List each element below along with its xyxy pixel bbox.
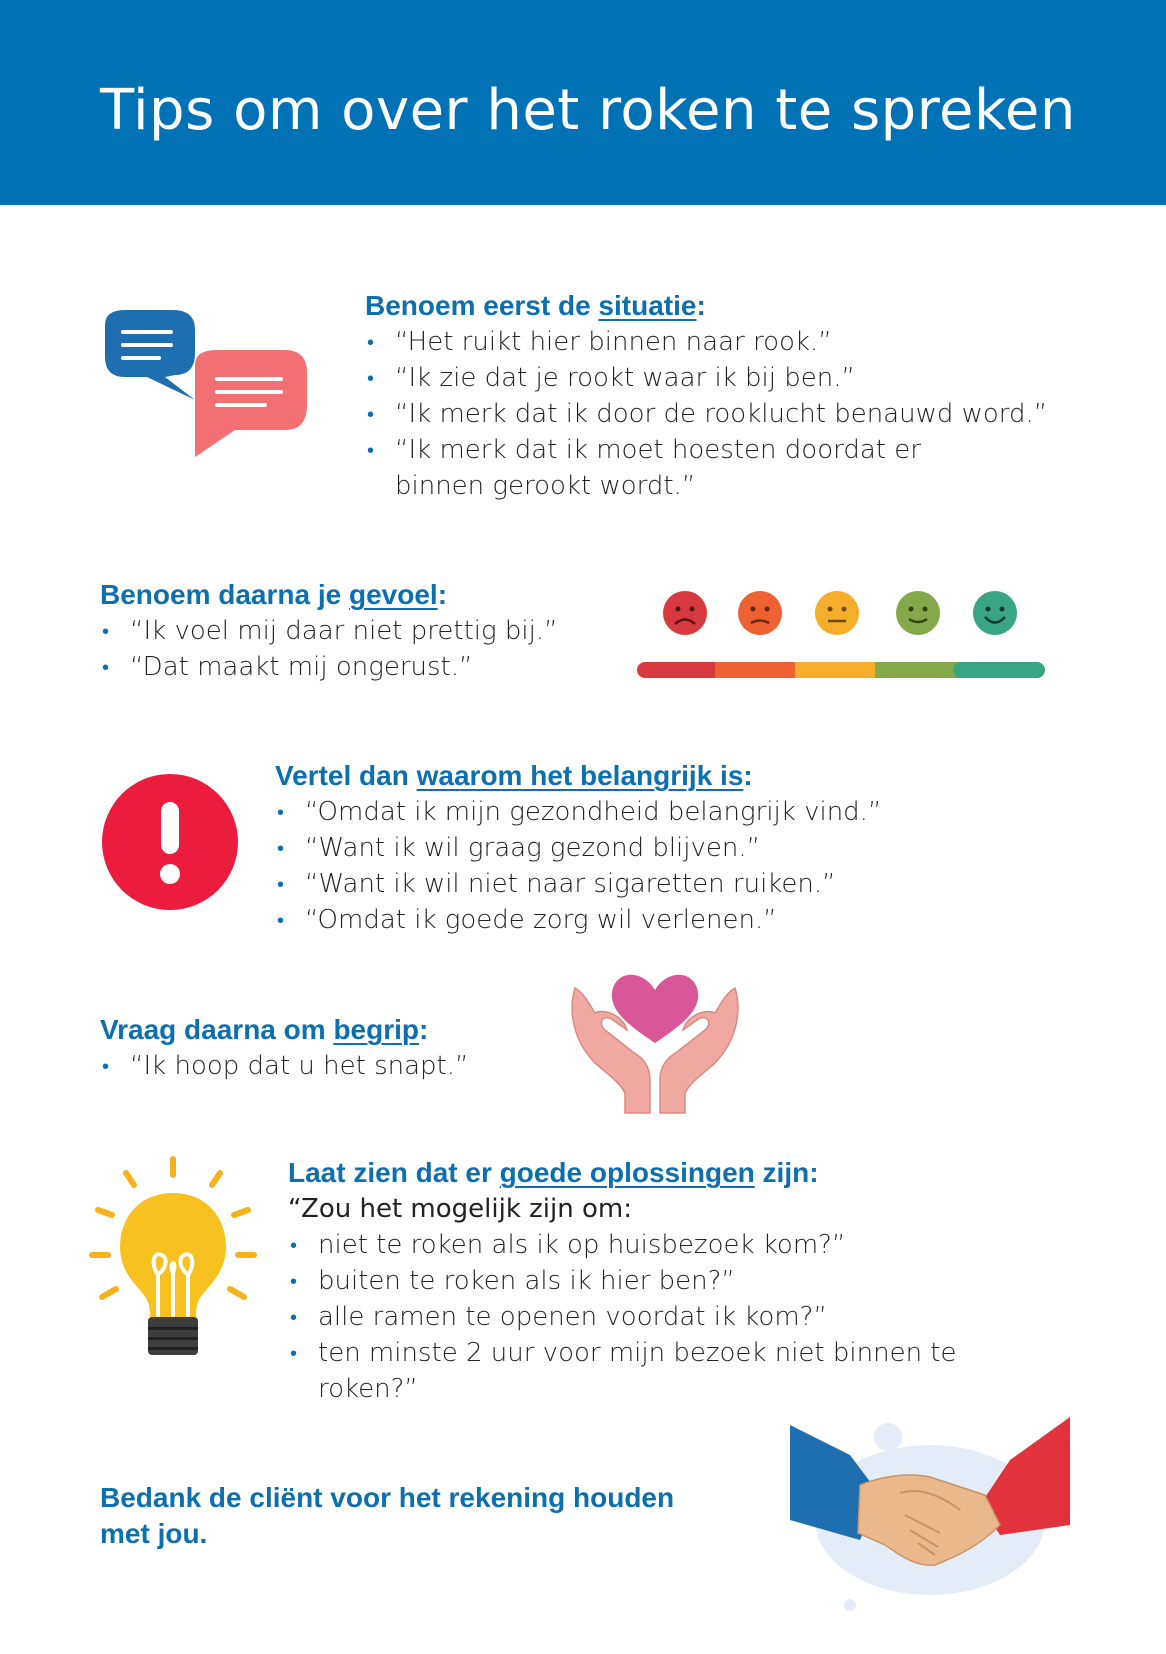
section-reason — [275, 758, 995, 938]
mood-scale-icon — [635, 585, 1055, 685]
bullet-list — [288, 1227, 1008, 1407]
bullet-list — [365, 324, 1085, 504]
list-item: • “Het ruikt hier binnen naar rook.” — [365, 324, 1085, 360]
solutions-intro: “Zou het mogelijk zijn om: — [288, 1194, 632, 1224]
section-heading: Vertel dan waarom het belangrijk is: — [275, 760, 753, 791]
section-heading: Laat zien dat er goede oplossingen zijn: — [288, 1157, 819, 1188]
list-item: • “Omdat ik mijn gezondheid belangrijk vind.” — [275, 794, 995, 830]
closing-text: Bedank de cliënt voor het rekening houden met jou. — [100, 1482, 675, 1549]
list-item: • niet te roken als ik op huisbezoek kom?” — [288, 1227, 1008, 1263]
bullet-list — [100, 1048, 560, 1084]
list-item: • “Dat maakt mij ongerust.” — [100, 649, 620, 685]
list-item: • “Want ik wil graag gezond blijven.” — [275, 830, 995, 866]
list-item: • “Ik merk dat ik door de rooklucht benauwd word.” — [365, 396, 1085, 432]
list-item: • “Ik zie dat je rookt waar ik bij ben.” — [365, 360, 1085, 396]
list-item: • “Want ik wil niet naar sigaretten ruiken.” — [275, 866, 995, 902]
list-item: • ten minste 2 uur voor mijn bezoek niet binnen te roken?” — [288, 1335, 968, 1407]
sad-face-icon — [738, 591, 782, 635]
very-happy-face-icon — [973, 591, 1017, 635]
section-closing — [100, 1480, 720, 1552]
section-heading: Benoem daarna je gevoel: — [100, 579, 448, 610]
neutral-face-icon — [815, 591, 859, 635]
section-heading: Vraag daarna om begrip: — [100, 1014, 429, 1045]
heart-hands-icon — [565, 968, 745, 1118]
section-understanding — [100, 1012, 560, 1084]
heading-keyword: waarom het belangrijk is — [416, 760, 744, 791]
exclamation-icon — [100, 772, 240, 912]
list-item: • buiten te roken als ik hier ben?” — [288, 1263, 1008, 1299]
section-solutions — [288, 1155, 1008, 1407]
heading-keyword: situatie — [598, 290, 697, 321]
heading-keyword: gevoel — [348, 579, 438, 610]
list-item: • “Ik voel mij daar niet prettig bij.” — [100, 613, 620, 649]
list-item: • “Omdat ik goede zorg wil verlenen.” — [275, 902, 995, 938]
page-header — [0, 0, 1166, 205]
section-heading: Benoem eerst de situatie: — [365, 290, 706, 321]
happy-face-icon — [896, 591, 940, 635]
lightbulb-icon — [88, 1155, 258, 1360]
section-feeling — [100, 577, 620, 685]
list-item: • “Ik hoop dat u het snapt.” — [100, 1048, 560, 1084]
speech-bubbles-icon — [95, 305, 315, 465]
bullet-list — [275, 794, 995, 938]
heading-keyword: begrip — [333, 1014, 419, 1045]
list-item: • alle ramen te openen voordat ik kom?” — [288, 1299, 1008, 1335]
section-situation — [365, 288, 1085, 504]
page-title: Tips om over het roken te spreken — [100, 78, 1076, 143]
heading-keyword: goede oplossingen — [499, 1157, 755, 1188]
very-sad-face-icon — [663, 591, 707, 635]
handshake-icon — [790, 1415, 1070, 1615]
list-item: • “Ik merk dat ik moet hoesten doordat er binnen gerookt wordt.” — [365, 432, 985, 504]
bullet-list — [100, 613, 620, 685]
